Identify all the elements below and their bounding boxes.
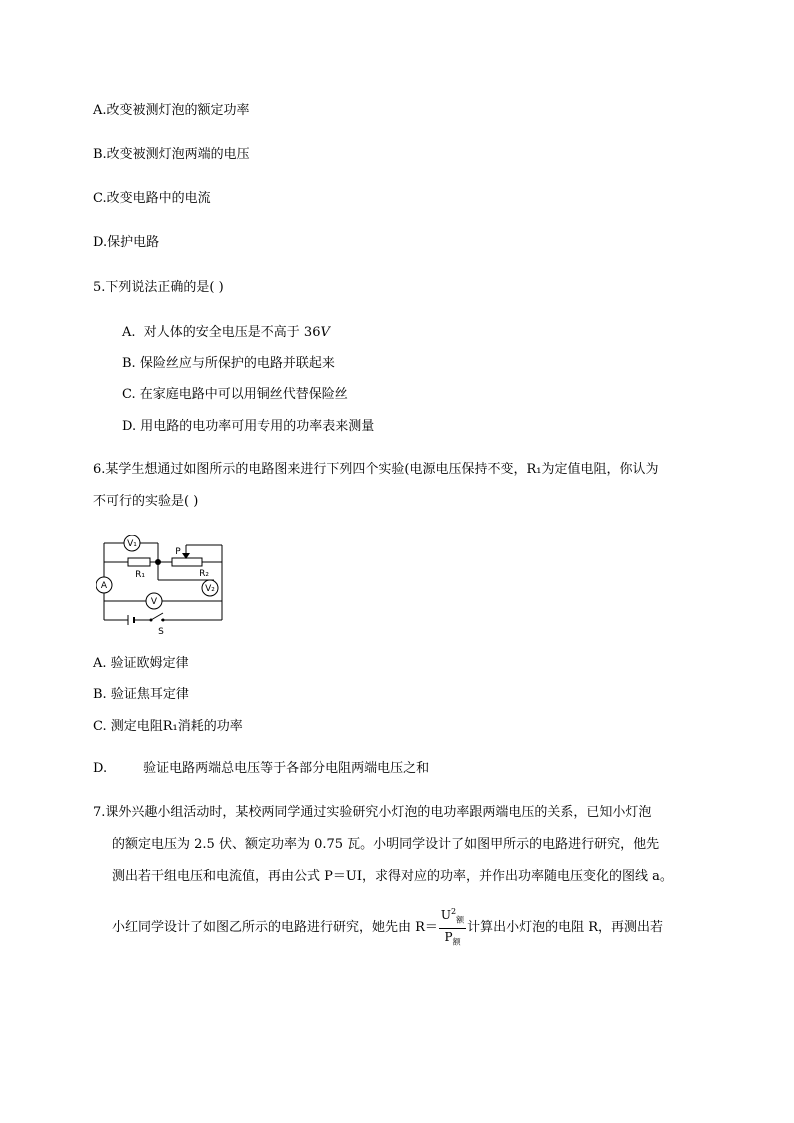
label-p: P — [175, 547, 181, 557]
frac-num-sup: 2 — [451, 907, 457, 916]
q5-option-a-text: 对人体的安全电压是不高于 36 — [143, 325, 321, 340]
q6-circuit-diagram — [96, 535, 228, 637]
q7-line3: 测出若干组电压和电流值，再由公式 P＝UI，求得对应的功率，并作出功率随电压变化的图线 a。 — [112, 869, 673, 884]
q6-option-b: B. 验证焦耳定律 — [93, 687, 189, 702]
q6-option-d — [93, 760, 429, 778]
q7-line2: 的额定电压为 2.5 伏、额定功率为 0.75 瓦。小明同学设计了如图甲所示的电路进行研究，他先 — [112, 837, 660, 852]
label-a: A — [100, 581, 108, 591]
q5-option-c: C. 在家庭电路中可以用铜丝代替保险丝 — [122, 387, 348, 402]
q5-stem: 5.下列说法正确的是( ) — [93, 280, 224, 295]
q6-stem-line1: 6.某学生想通过如图所示的电路图来进行下列四个实验(电源电压保持不变，R₁为定值电阻，你认为 — [93, 462, 659, 477]
q4-option-d: D.保护电路 — [93, 235, 160, 250]
q5-option-a-label: A. — [122, 325, 136, 340]
frac-num-sub: 额 — [456, 915, 465, 925]
q6-option-a: A. 验证欧姆定律 — [93, 656, 189, 671]
q5-option-d: D. 用电路的电功率可用专用的功率表来测量 — [122, 419, 375, 434]
q5-option-a — [122, 324, 330, 342]
label-v2: V₂ — [205, 584, 215, 594]
q4-option-a: A.改变被测灯泡的额定功率 — [93, 103, 250, 118]
q6-option-d-label: D. — [93, 761, 108, 776]
q6-option-d-text: 验证电路两端总电压等于各部分电阻两端电压之和 — [143, 761, 430, 776]
label-s: S — [158, 627, 164, 637]
q7-line4-pre: 小红同学设计了如图乙所示的电路进行研究，她先由 R＝ — [112, 919, 438, 935]
label-r1: R₁ — [135, 570, 145, 580]
resistance-fraction — [439, 904, 466, 951]
q5-option-a-unit: V — [320, 325, 330, 340]
q4-option-b: B.改变被测灯泡两端的电压 — [93, 147, 250, 162]
frac-den-p: P — [444, 930, 453, 945]
label-v1: V₁ — [127, 539, 137, 549]
q5-option-b: B. 保险丝应与所保护的电路并联起来 — [122, 356, 335, 371]
q6-stem-line2: 不可行的实验是( ) — [93, 494, 199, 509]
q4-option-c: C.改变电路中的电流 — [93, 191, 211, 206]
label-v: V — [150, 597, 158, 607]
q7-line1: 7.课外兴趣小组活动时，某校两同学通过实验研究小灯泡的电功率跟两端电压的关系，已知小灯泡 — [93, 805, 652, 820]
q6-option-c: C. 测定电阻R₁消耗的功率 — [93, 719, 243, 734]
q7-line4 — [112, 904, 663, 951]
q7-line4-post: 计算出小灯泡的电阻 R，再测出若 — [467, 919, 664, 935]
label-r2: R₂ — [199, 569, 209, 579]
frac-num-u: U — [440, 908, 452, 922]
frac-den-sub: 额 — [452, 937, 461, 947]
